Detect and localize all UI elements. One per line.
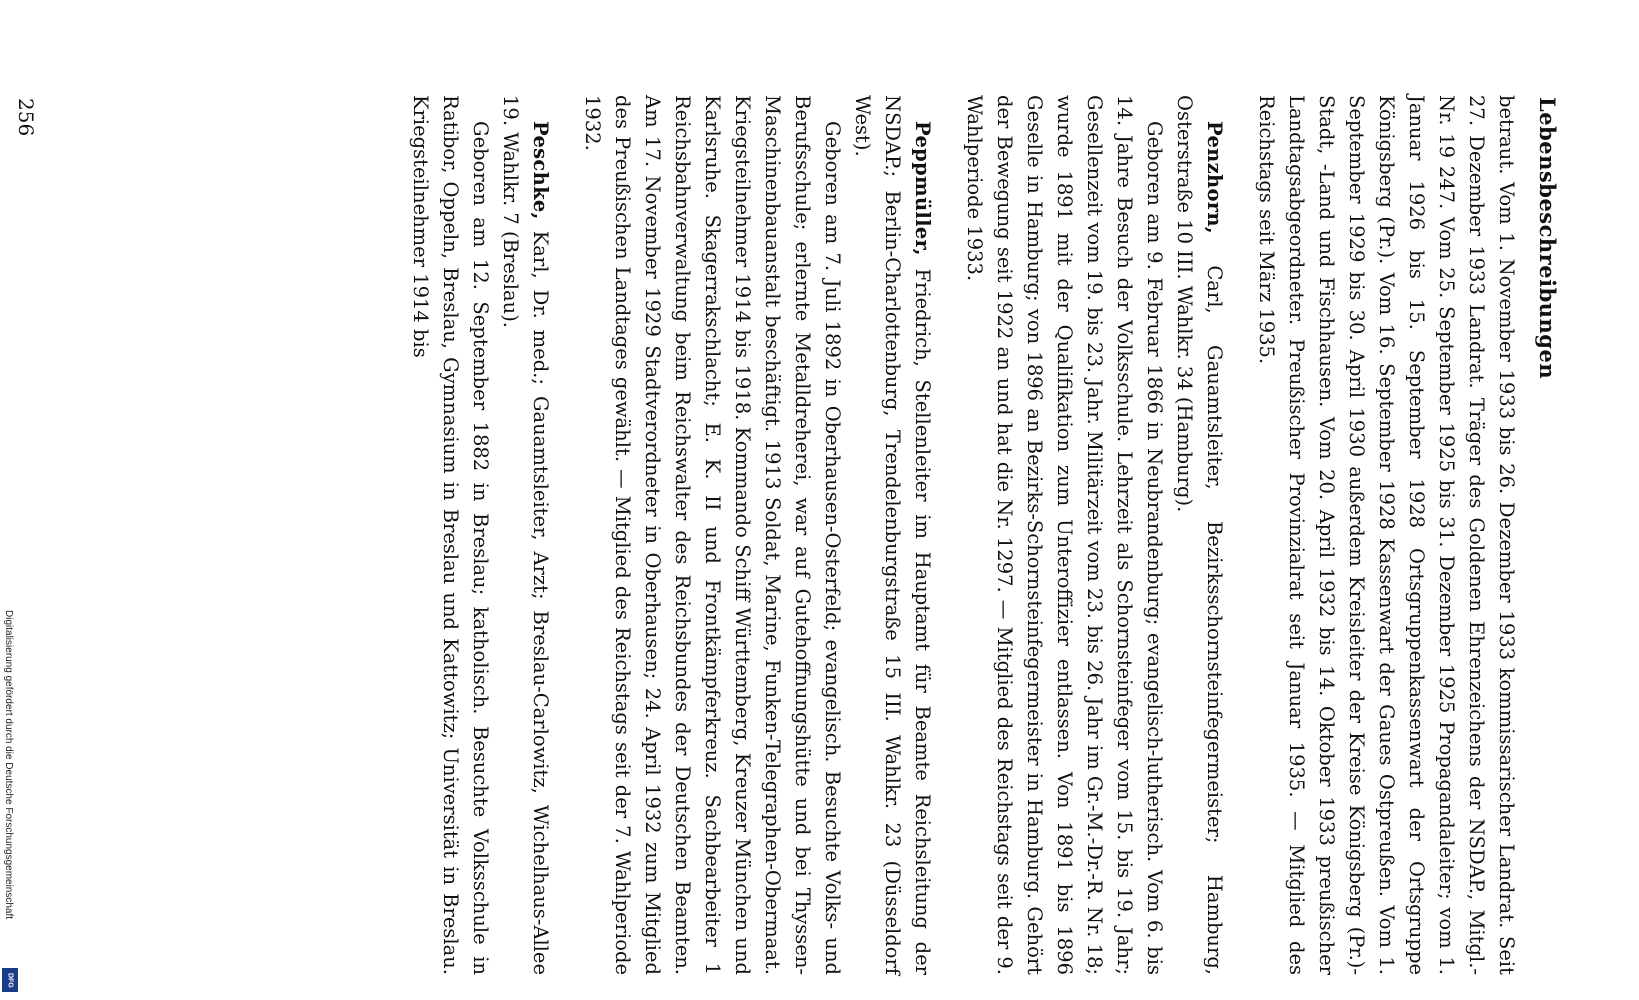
entry-paragraph — [495, 95, 555, 975]
biography-entry — [959, 95, 1229, 975]
entry-paragraph: betraut. Vom 1. November 1933 bis 26. Dezember 1933 kommissarischer Landrat. Seit 27. Dezember 1933 Landrat. Träger des Goldenen Ehrenzeichens der NSDAP., Mitgl.-Nr. 19 247. Vom 25. September 1925 bis 31. Dezember 1925 Propagandaleiter; vom 1. Januar 1926 bis 15. September 1928 Ortsgruppenkassenwart der Ortsgruppe Königsberg (Pr.). Vom 16. September 1928 Kassenwart der Gaues Ostpreußen. Vom 1. September 1929 bis 30. April 1930 außerdem Kreisleiter der Kreise Königsberg (Pr.)-Stadt, -Land und Fischhausen. Vom 20. April 1932 bis 14. Oktober 1933 preußischer Landtagsabgeordneter. Preußischer Provinzialrat seit Januar 1935. — Mitglied des Reichstags seit März 1935. — [1255, 95, 1518, 975]
entry-paragraph: Geboren am 7. Juli 1892 in Oberhausen-Osterfeld; evangelisch. Besuchte Volks- und Berufsschule; erlernte Metalldreherei, war auf Gutehoffnungshütte und bei Thyssen-Maschinenbauanstalt beschäftigt. 1913 Soldat, Marine, Funken-Telegraphen-Obermaat. Kriegsteilnehmer 1914 bis 1918. Kommando Schiff Württemberg, Kreuzer München und Karlsruhe. Skagerrakschlacht; E. K. II und Frontkämpferkreuz. Sachbearbeiter 1 Reichsbahnverwaltung beim Reichswalter des Reichsbundes der Deutschen Beamten. Am 17. November 1929 Stadtverordneter in Oberhausen; 24. April 1932 zum Mitglied des Preußischen Landtages gewählt. — Mitglied des Reichstags seit der 7. Wahlperiode 1932. — [581, 95, 844, 975]
dfg-logo: DFG — [2, 968, 18, 992]
digitization-credit: Digitalisierung gefördert durch die Deutsche Forschungsgemeinschaft — [3, 610, 14, 920]
page-number: 256 — [14, 98, 38, 137]
entry-paragraph: Geboren am 12. September 1882 in Breslau; katholisch. Besuchte Volksschule in Ratibor, Oppeln, Breslau, Gymnasium in Breslau und Kattowitz; Universität in Breslau. Kriegsteilnehmer 1914 bis — [409, 95, 492, 975]
entry-intro: Carl, Gauamtsleiter, Bezirksschornsteinfegermeister; Hamburg, Osterstraße 10 III. Wahlkr. 34 (Hamburg). — [1173, 95, 1226, 975]
entry-intro: Friedrich, Stellenleiter im Hauptamt für Beamte Reichsleitung der NSDAP.; Berlin-Charlottenburg, Trendelenburgstraße 15 III. Wahlkr. 23 (Düsseldorf West). — [851, 95, 934, 975]
biography-entry — [577, 95, 937, 975]
page-heading: Lebensbeschreibungen — [1535, 97, 1560, 380]
biography-entry — [405, 95, 555, 975]
entry-name: Peschke, — [529, 121, 552, 220]
biography-entry — [1251, 95, 1521, 975]
entry-name: Penzhorn, — [1203, 121, 1226, 234]
entry-name: Peppmüller, — [911, 121, 934, 256]
entry-paragraph: Geboren am 9. Februar 1866 in Neubrandenburg; evangelisch-lutherisch. Vom 6. bis 14. Jahre Besuch der Volksschule. Lehrzeit als Schornsteinfeger vom 15. bis 19. Jahr; Gesellenzeit vom 19. bis 23. Jahr. Militärzeit vom 23. bis 26. Jahr im Gr.-M.-Dr.-R. Nr. 18; wurde 1891 mit der Qualifikation zum Unteroffizier entlassen. Von 1891 bis 1896 Geselle in Hamburg; von 1896 an Bezirks-Schornsteinfegermeister in Hamburg. Gehört der Bewegung seit 1922 an und hat die Nr. 1297. — Mitglied des Reichstags seit der 9. Wahlperiode 1933. — [963, 95, 1166, 975]
page-content — [80, 95, 1560, 975]
entry-intro: Karl, Dr. med.; Gauamtsleiter, Arzt; Breslau-Carlowitz, Wichelhaus-Allee 19. Wahlkr. 7 (Breslau). — [499, 95, 552, 976]
entry-paragraph — [1169, 95, 1229, 975]
entry-paragraph — [847, 95, 937, 975]
